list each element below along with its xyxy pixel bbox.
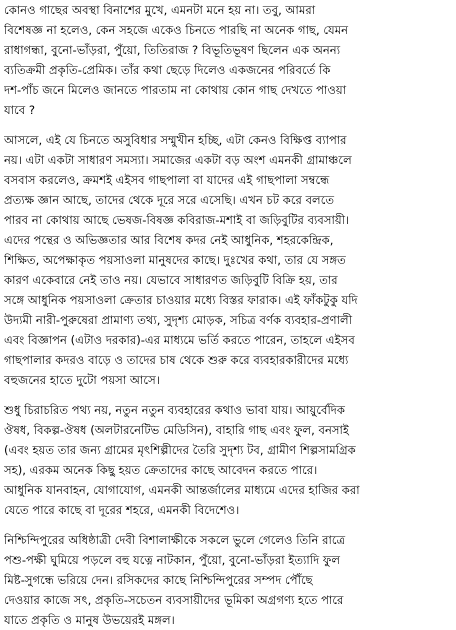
text-line: পশু-পক্ষী ঘুমিয়ে পড়লে বহু যত্নে নাটকান, পুঁয়ো, বুনো-ভাঁড়রা ইত্যাদি ফুল (4, 553, 340, 567)
text-line: দশ-পাঁচ জনে মিলেও জানতে পারতাম না কোথায় কোন গাছ দেখতে পাওয়া (4, 83, 347, 97)
text-line: বহুজনের হাতে দুটো পয়সা আসে। (4, 373, 160, 387)
text-line: যাতে প্রকৃতি ও মানুষ উভয়েরই মঙ্গল। (4, 613, 175, 627)
text-line: শুধু চিরাচরিত পথ্য নয়, নতুন নতুন ব্যবহারের কথাও ভাবা যায়। আয়ুর্বেদিক (4, 403, 346, 417)
text-line: বিশেষজ্ঞ না হলেও, কেন সহজে একেও চিনতে পারছি না অনেক গাছ, যেমন (4, 23, 349, 37)
text-line: নিশ্চিন্দিপুরের অধিষ্ঠাত্রী দেবী বিশালাক্ষীকে সকলে ভুলে গেলেও তিনি রাত্রে (4, 533, 346, 547)
text-line: নয়। এটা একটা সাধারণ সমস্যা। সমাজের একটা বড় অংশ এমনকী গ্রামাঞ্চলে (4, 153, 352, 167)
text-line: সহ), এরকম অনেক কিছু হয়ত ক্রেতাদের কাছে আবেদন করতে পারে। (4, 463, 318, 477)
text-line: এবং বিজ্ঞাপন (এটাও দরকার)-এর মাধ্যমে ভর্তি করতে পারেন, তাহলে এইসব (4, 333, 355, 347)
text-line: গাছপালার কদরও বাড়ে ও তাদের চাষ থেকে শুরু করে ব্যবহারকারীদের মধ্যে (4, 353, 349, 367)
paragraph-4 (4, 530, 453, 630)
text-line: ব্যতিক্রমী প্রকৃতি-প্রেমিক। তাঁর কথা ছেড়ে দিলেও একজনের পরিবর্তে কি (4, 63, 331, 77)
text-line: পারব না কোথায় আছে ভেষজ-বিষজ্ঞ কবিরাজ-মশাই বা জড়িবুটির ব্যবসায়ী। (4, 213, 350, 227)
text-line: শিক্ষিত, অপেক্ষাকৃত পয়সাওলা মানুষদের কাছে। দুঃখের কথা, তার যে সঙ্গত (4, 253, 346, 267)
text-line: উদ্যমী নারী-পুরুষেরা প্রামাণ্য তথ্য, সুদৃশ্য মোড়ক, সচিত্র বর্ণক ব্যবহার-প্রণালী (4, 313, 353, 327)
text-line: ঔষধ, বিকল্প-ঔষধ (অলটারনেটিভ মেডিসিন), বাহারি গাছ এবং ফুল, বনসাই (4, 423, 349, 437)
paragraph-2 (4, 130, 453, 390)
text-line: সঙ্গে আধুনিক পয়সাওলা ক্রেতার চাওয়ার মধ্যে বিস্তর ফারাক। এই ফাঁকটুকু যদি (4, 293, 358, 307)
text-line: যাবে ? (4, 103, 35, 117)
paragraph-1 (4, 0, 453, 120)
text-line: কোনও গাছের অবস্থা বিনাশের মুখে, এমনটা মনে হয় না। তবু, আমরা (4, 3, 316, 17)
paragraph-3 (4, 400, 453, 520)
text-line: কারণ একেবারে নেই তাও নয়। যেভাবে সাধারণত জড়িবুটি বিক্রি হয়, তার (4, 273, 338, 287)
text-line: মিষ্ট-সুগন্ধে ভরিয়ে দেন। রসিকদের কাছে নিশ্চিন্দিপুরের সম্পদ পৌঁছে (4, 573, 313, 587)
text-line: (এবং হয়ত তার জন্য গ্রামের মৃৎশিল্পীদের তৈরি সুদৃশ্য টব, গ্রামীণ শিল্পসামগ্রিক (4, 443, 356, 457)
text-line: প্রত্যক্ষ জ্ঞান আছে, তাদের থেকে দূরে সরে এসেছি। এখন চট করে বলতে (4, 193, 335, 207)
text-line: যেতে পারে কাছে বা দূরের শহরে, এমনকী বিদেশেও। (4, 503, 240, 517)
text-line: আধুনিক যানবাহন, যোগাযোগ, এমনকী আন্তর্জালের মাধ্যমে এদের হাজির করা (4, 483, 360, 497)
text-line: দেওয়ার কাজে সৎ, প্রকৃতি-সচেতন ব্যবসায়ীদের ভূমিকা অগ্রগণ্য হতে পারে (4, 593, 344, 607)
text-line: রাধাগন্ধা, বুনো-ভাঁড়রা, পুঁয়ো, তিতিরাজ ? বিভূতিভূষণ ছিলেন এক অনন্য (4, 43, 341, 57)
text-line: আসলে, এই যে চিনতে অসুবিধার সম্মুখীন হচ্ছি, এটা কেনও বিক্ষিপ্ত ব্যাপার (4, 133, 347, 147)
text-line: এদের পন্থের ও অভিজ্ঞতার আর বিশেষ কদর নেই আধুনিক, শহরকেন্দ্রিক, (4, 233, 334, 247)
text-line: বসবাস করলেও, ক্রমশই এইসব গাছপালা বা যাদের এই গাছপালা সম্বন্ধে (4, 173, 330, 187)
